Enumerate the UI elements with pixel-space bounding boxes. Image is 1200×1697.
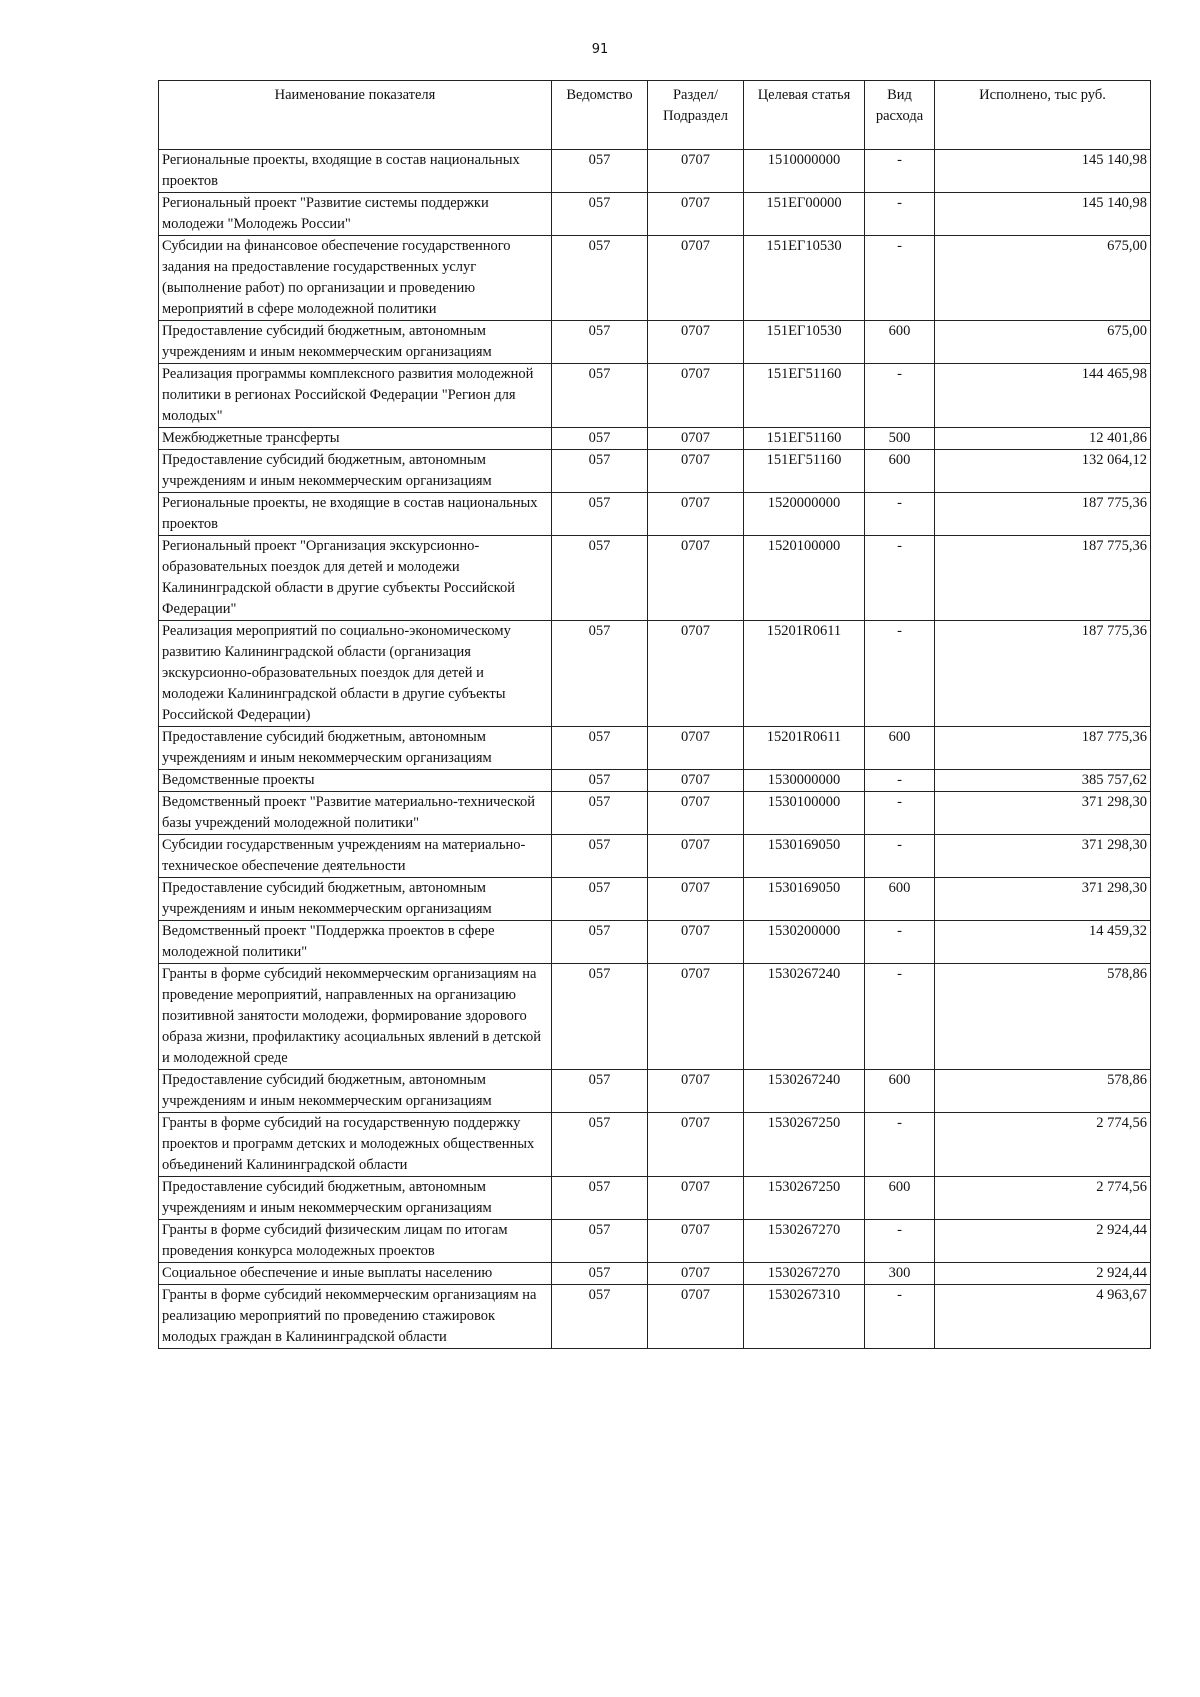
table-body (159, 150, 1151, 1349)
cell-executed-amount: 578,86 (935, 964, 1151, 1070)
cell-indicator-name: Субсидии государственным учреждениям на материально-техническое обеспечение деятельности (159, 835, 552, 878)
cell-section: 0707 (648, 792, 744, 835)
cell-expense-type: 600 (865, 1070, 935, 1113)
table-row (159, 236, 1151, 321)
table-row (159, 835, 1151, 878)
table-row (159, 493, 1151, 536)
page-number: 91 (591, 42, 609, 57)
cell-indicator-name: Ведомственный проект "Развитие материально-технической базы учреждений молодежной политики" (159, 792, 552, 835)
table-row (159, 621, 1151, 727)
cell-section: 0707 (648, 835, 744, 878)
cell-department: 057 (552, 428, 648, 450)
cell-executed-amount: 145 140,98 (935, 193, 1151, 236)
cell-expense-type: - (865, 921, 935, 964)
table-row (159, 150, 1151, 193)
cell-executed-amount: 14 459,32 (935, 921, 1151, 964)
cell-target-item: 151ЕГ10530 (744, 236, 865, 321)
cell-expense-type: 600 (865, 878, 935, 921)
cell-executed-amount: 2 924,44 (935, 1220, 1151, 1263)
cell-expense-type: - (865, 1285, 935, 1349)
table-row (159, 1263, 1151, 1285)
cell-section: 0707 (648, 964, 744, 1070)
cell-department: 057 (552, 236, 648, 321)
cell-target-item: 1530267310 (744, 1285, 865, 1349)
cell-section: 0707 (648, 878, 744, 921)
table-header (159, 81, 1151, 150)
table-row (159, 428, 1151, 450)
cell-indicator-name: Предоставление субсидий бюджетным, автономным учреждениям и иным некоммерческим организациям (159, 727, 552, 770)
cell-section: 0707 (648, 450, 744, 493)
cell-expense-type: - (865, 536, 935, 621)
cell-target-item: 1530169050 (744, 835, 865, 878)
cell-expense-type: - (865, 193, 935, 236)
cell-executed-amount: 371 298,30 (935, 792, 1151, 835)
cell-target-item: 1530267270 (744, 1220, 865, 1263)
cell-department: 057 (552, 921, 648, 964)
table-row (159, 536, 1151, 621)
cell-executed-amount: 145 140,98 (935, 150, 1151, 193)
cell-indicator-name: Реализация программы комплексного развития молодежной политики в регионах Российской Федерации "Регион для молодых" (159, 364, 552, 428)
header-target-item: Целевая статья (744, 81, 865, 150)
cell-indicator-name: Региональные проекты, входящие в состав национальных проектов (159, 150, 552, 193)
cell-section: 0707 (648, 193, 744, 236)
cell-section: 0707 (648, 536, 744, 621)
cell-target-item: 151ЕГ51160 (744, 364, 865, 428)
cell-section: 0707 (648, 1263, 744, 1285)
table-row (159, 1177, 1151, 1220)
cell-indicator-name: Ведомственный проект "Поддержка проектов в сфере молодежной политики" (159, 921, 552, 964)
cell-department: 057 (552, 770, 648, 792)
cell-expense-type: 300 (865, 1263, 935, 1285)
cell-target-item: 1530267250 (744, 1113, 865, 1177)
cell-department: 057 (552, 727, 648, 770)
table-row (159, 921, 1151, 964)
cell-department: 057 (552, 493, 648, 536)
cell-target-item: 1530267240 (744, 1070, 865, 1113)
cell-executed-amount: 371 298,30 (935, 878, 1151, 921)
cell-executed-amount: 187 775,36 (935, 621, 1151, 727)
cell-department: 057 (552, 321, 648, 364)
cell-department: 057 (552, 450, 648, 493)
cell-indicator-name: Предоставление субсидий бюджетным, автономным учреждениям и иным некоммерческим организациям (159, 878, 552, 921)
cell-department: 057 (552, 536, 648, 621)
table-row (159, 321, 1151, 364)
table-row (159, 1220, 1151, 1263)
cell-section: 0707 (648, 321, 744, 364)
cell-section: 0707 (648, 621, 744, 727)
cell-expense-type: 600 (865, 450, 935, 493)
cell-expense-type: - (865, 770, 935, 792)
cell-target-item: 151ЕГ10530 (744, 321, 865, 364)
cell-target-item: 1530267250 (744, 1177, 865, 1220)
cell-target-item: 1510000000 (744, 150, 865, 193)
cell-department: 057 (552, 1263, 648, 1285)
cell-section: 0707 (648, 1220, 744, 1263)
cell-expense-type: - (865, 364, 935, 428)
cell-expense-type: 600 (865, 321, 935, 364)
cell-expense-type: - (865, 621, 935, 727)
cell-expense-type: - (865, 493, 935, 536)
cell-indicator-name: Предоставление субсидий бюджетным, автономным учреждениям и иным некоммерческим организациям (159, 450, 552, 493)
cell-executed-amount: 578,86 (935, 1070, 1151, 1113)
cell-section: 0707 (648, 727, 744, 770)
cell-department: 057 (552, 792, 648, 835)
cell-executed-amount: 187 775,36 (935, 493, 1151, 536)
cell-indicator-name: Предоставление субсидий бюджетным, автономным учреждениям и иным некоммерческим организациям (159, 1177, 552, 1220)
cell-department: 057 (552, 1070, 648, 1113)
cell-expense-type: - (865, 1220, 935, 1263)
header-indicator-name: Наименование показателя (159, 81, 552, 150)
header-department: Ведомство (552, 81, 648, 150)
cell-expense-type: 600 (865, 727, 935, 770)
cell-indicator-name: Субсидии на финансовое обеспечение государственного задания на предоставление государственных услуг (выполнение работ) по организации и проведению мероприятий в сфере молодежной политики (159, 236, 552, 321)
cell-target-item: 151ЕГ00000 (744, 193, 865, 236)
cell-expense-type: - (865, 964, 935, 1070)
table-row (159, 964, 1151, 1070)
cell-indicator-name: Гранты в форме субсидий на государственную поддержку проектов и программ детских и молодежных общественных объединений Калининградской области (159, 1113, 552, 1177)
cell-section: 0707 (648, 921, 744, 964)
cell-executed-amount: 187 775,36 (935, 536, 1151, 621)
header-executed-amount: Исполнено, тыс руб. (935, 81, 1151, 150)
cell-department: 057 (552, 193, 648, 236)
cell-department: 057 (552, 150, 648, 193)
cell-target-item: 1520000000 (744, 493, 865, 536)
cell-indicator-name: Межбюджетные трансферты (159, 428, 552, 450)
cell-executed-amount: 144 465,98 (935, 364, 1151, 428)
cell-section: 0707 (648, 1285, 744, 1349)
cell-expense-type: - (865, 236, 935, 321)
table-row (159, 193, 1151, 236)
header-expense-type: Вид расхода (865, 81, 935, 150)
budget-table (158, 80, 1151, 1349)
cell-target-item: 1530267270 (744, 1263, 865, 1285)
cell-department: 057 (552, 1285, 648, 1349)
cell-target-item: 151ЕГ51160 (744, 428, 865, 450)
cell-executed-amount: 2 774,56 (935, 1113, 1151, 1177)
table-row (159, 450, 1151, 493)
cell-target-item: 1520100000 (744, 536, 865, 621)
cell-expense-type: - (865, 1113, 935, 1177)
cell-section: 0707 (648, 428, 744, 450)
cell-expense-type: - (865, 835, 935, 878)
table-row (159, 792, 1151, 835)
cell-department: 057 (552, 835, 648, 878)
cell-executed-amount: 4 963,67 (935, 1285, 1151, 1349)
cell-department: 057 (552, 364, 648, 428)
table-row (159, 1285, 1151, 1349)
cell-section: 0707 (648, 1113, 744, 1177)
table-row (159, 364, 1151, 428)
cell-target-item: 1530169050 (744, 878, 865, 921)
cell-indicator-name: Предоставление субсидий бюджетным, автономным учреждениям и иным некоммерческим организациям (159, 1070, 552, 1113)
cell-target-item: 1530200000 (744, 921, 865, 964)
cell-section: 0707 (648, 1070, 744, 1113)
cell-target-item: 1530000000 (744, 770, 865, 792)
cell-executed-amount: 12 401,86 (935, 428, 1151, 450)
cell-target-item: 1530100000 (744, 792, 865, 835)
cell-department: 057 (552, 1177, 648, 1220)
cell-section: 0707 (648, 1177, 744, 1220)
cell-indicator-name: Гранты в форме субсидий физическим лицам по итогам проведения конкурса молодежных проектов (159, 1220, 552, 1263)
table-row (159, 1070, 1151, 1113)
cell-executed-amount: 187 775,36 (935, 727, 1151, 770)
cell-executed-amount: 675,00 (935, 236, 1151, 321)
table-row (159, 1113, 1151, 1177)
cell-indicator-name: Реализация мероприятий по социально-экономическому развитию Калининградской области (организация экскурсионно-образовательных поездок для детей и молодежи Калининградской области в другие субъекты Российской Федерации) (159, 621, 552, 727)
table-row (159, 770, 1151, 792)
cell-department: 057 (552, 621, 648, 727)
cell-expense-type: - (865, 792, 935, 835)
cell-executed-amount: 371 298,30 (935, 835, 1151, 878)
cell-department: 057 (552, 964, 648, 1070)
cell-target-item: 151ЕГ51160 (744, 450, 865, 493)
cell-department: 057 (552, 878, 648, 921)
cell-expense-type: 600 (865, 1177, 935, 1220)
cell-target-item: 15201R0611 (744, 621, 865, 727)
cell-executed-amount: 2 774,56 (935, 1177, 1151, 1220)
cell-section: 0707 (648, 493, 744, 536)
cell-target-item: 1530267240 (744, 964, 865, 1070)
cell-indicator-name: Предоставление субсидий бюджетным, автономным учреждениям и иным некоммерческим организациям (159, 321, 552, 364)
cell-department: 057 (552, 1113, 648, 1177)
cell-section: 0707 (648, 364, 744, 428)
cell-indicator-name: Ведомственные проекты (159, 770, 552, 792)
table-row (159, 727, 1151, 770)
header-section: Раздел/ Подраздел (648, 81, 744, 150)
cell-section: 0707 (648, 150, 744, 193)
cell-indicator-name: Социальное обеспечение и иные выплаты населению (159, 1263, 552, 1285)
cell-department: 057 (552, 1220, 648, 1263)
cell-indicator-name: Гранты в форме субсидий некоммерческим организациям на проведение мероприятий, направленных на организацию позитивной занятости молодежи, формирование здорового образа жизни, профилактику асоциальных явлений в детской и молодежной среде (159, 964, 552, 1070)
cell-target-item: 15201R0611 (744, 727, 865, 770)
cell-indicator-name: Региональный проект "Организация экскурсионно-образовательных поездок для детей и молодежи Калининградской области в другие субъекты Российской Федерации" (159, 536, 552, 621)
table-row (159, 878, 1151, 921)
cell-executed-amount: 2 924,44 (935, 1263, 1151, 1285)
cell-executed-amount: 132 064,12 (935, 450, 1151, 493)
cell-section: 0707 (648, 236, 744, 321)
cell-indicator-name: Региональные проекты, не входящие в состав национальных проектов (159, 493, 552, 536)
cell-indicator-name: Гранты в форме субсидий некоммерческим организациям на реализацию мероприятий по проведению стажировок молодых граждан в Калининградской области (159, 1285, 552, 1349)
cell-executed-amount: 675,00 (935, 321, 1151, 364)
cell-expense-type: 500 (865, 428, 935, 450)
cell-executed-amount: 385 757,62 (935, 770, 1151, 792)
cell-section: 0707 (648, 770, 744, 792)
cell-indicator-name: Региональный проект "Развитие системы поддержки молодежи "Молодежь России" (159, 193, 552, 236)
cell-expense-type: - (865, 150, 935, 193)
